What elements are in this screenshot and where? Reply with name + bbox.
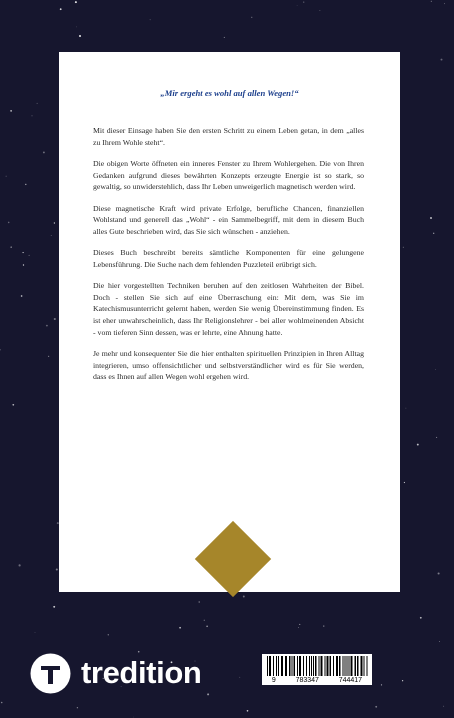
publisher-logo: [30, 650, 201, 696]
star: [443, 706, 444, 707]
star: [320, 10, 321, 11]
star: [8, 222, 10, 224]
tredition-t-icon: [30, 653, 71, 694]
star: [207, 693, 209, 695]
barcode-bar: [269, 656, 271, 676]
star: [54, 318, 56, 320]
barcode-bar: [285, 656, 287, 676]
barcode-bar: [309, 656, 310, 676]
star: [75, 1, 77, 3]
blurb-paragraph: Dieses Buch beschreibt bereits sämtliche Komponenten für eine gelungene Lebensführung. Die Suche nach dem fehlenden Puzzleteil erübrigt sich.: [93, 248, 364, 269]
star: [12, 404, 14, 406]
star: [441, 59, 443, 61]
barcode-bar: [315, 656, 317, 676]
barcode-bar: [303, 656, 304, 676]
star: [204, 620, 205, 621]
barcode-bar: [347, 656, 348, 676]
star: [323, 626, 324, 627]
barcode-bar: [325, 656, 326, 676]
star: [51, 235, 52, 236]
star: [54, 222, 55, 223]
star: [0, 349, 1, 350]
star: [53, 606, 55, 608]
barcode-bar: [333, 656, 334, 676]
star: [29, 255, 30, 256]
star: [150, 19, 151, 20]
star: [77, 707, 78, 708]
barcode-bar: [330, 656, 332, 676]
barcode-digits: [262, 677, 372, 684]
star: [25, 184, 26, 185]
barcode-digit-group: 744417: [338, 677, 363, 684]
star: [435, 369, 436, 370]
barcode-bar: [343, 656, 344, 676]
barcode-bar: [306, 656, 307, 676]
publisher-name: tredition: [81, 655, 202, 690]
star: [247, 710, 249, 712]
barcode-bar: [294, 656, 296, 676]
star: [303, 2, 304, 3]
barcode-bar: [364, 656, 365, 676]
blurb-text: [93, 125, 364, 393]
star: [433, 233, 434, 234]
barcode-bar: [367, 656, 368, 676]
barcode-bar: [278, 656, 279, 676]
blurb-paragraph: Mit dieser Einsage haben Sie den ersten Schritt zu einem Leben getan, in dem „alles zu Ihrem Wohle steht“.: [93, 126, 364, 147]
star: [21, 295, 23, 297]
star: [404, 482, 405, 483]
star: [37, 103, 38, 104]
star: [299, 624, 300, 625]
star: [1, 702, 3, 704]
star: [23, 252, 24, 253]
barcode-bar: [299, 656, 301, 676]
star: [406, 408, 407, 409]
star: [108, 634, 109, 635]
barcode-bar: [289, 656, 291, 676]
star: [46, 325, 48, 327]
back-cover-text-panel: [59, 52, 400, 592]
star: [431, 1, 432, 2]
blurb-paragraph: Die hier vorgestellten Techniken beruhen auf den zeitlosen Wahrheiten der Bibel. Doch - stellen Sie sich auf eine Überraschung ein: Mit dem, was Sie im Katechismusunterricht gelernt haben, werden Sie wenig Übereinstimmung finden. Es ist eher unwahrscheinlich, dass Ihr Religionslehrer - bei aller wohlmeinenden Absicht - vom tieferen Sinn dessen, was er lehrte, eine Ahnung hatte.: [93, 281, 364, 337]
star: [23, 264, 24, 265]
barcode-bar: [319, 656, 320, 676]
barcode-bar: [273, 656, 274, 676]
star: [179, 627, 181, 629]
barcode-bar: [321, 656, 323, 676]
star: [206, 626, 208, 628]
star: [438, 572, 440, 574]
star: [251, 17, 252, 18]
blurb-paragraph: Die obigen Worte öffneten ein inneres Fenster zu Ihrem Wohlergehen. Die von Ihren Gedanken aufgrund dieses bewährten Konzepts erzeugte Energie ist so stark, so gewaltig, so unwiderstehlich, dass Ihr Leben unweigerlich magnetisch werden wird.: [93, 158, 364, 192]
barcode-bar: [336, 656, 338, 676]
star: [76, 27, 77, 28]
star: [56, 568, 58, 570]
barcode-bar: [292, 656, 293, 676]
star: [297, 5, 298, 6]
star: [10, 110, 12, 112]
star: [439, 641, 440, 642]
star: [43, 151, 45, 153]
star: [35, 632, 36, 633]
blurb-paragraph: Diese magnetische Kraft wird private Erfolge, berufliche Chancen, finanziellen Wohlstand und generell das „Wohl“ - ein Sammelbegriff, mit dem in diesem Buch alles Gute beschrieben wird, das Sie sich wünschen - anziehen.: [93, 203, 364, 236]
star: [32, 116, 33, 117]
barcode-bars: [265, 656, 369, 676]
barcode-bar: [357, 656, 359, 676]
star: [224, 37, 225, 38]
star: [402, 680, 403, 681]
barcode-bar: [276, 656, 277, 676]
star: [436, 437, 437, 438]
star: [199, 601, 200, 602]
star: [243, 596, 245, 598]
barcode-bar: [327, 656, 329, 676]
barcode-bar: [297, 656, 298, 676]
star: [19, 564, 21, 566]
barcode-bar: [339, 656, 341, 676]
barcode-bar: [313, 656, 314, 676]
star: [6, 176, 7, 177]
star: [239, 677, 240, 678]
barcode-bar: [355, 656, 357, 676]
isbn-barcode: [262, 654, 372, 685]
barcode-bar: [345, 656, 346, 676]
blurb-paragraph: Je mehr und konsequenter Sie die hier enthalten spirituellen Prinzipien in Ihren Alltag integrieren, umso offensichtlicher und selbstverständlicher wird es für Sie werden, dass es Ihnen auf allen Wegen wohl ergehen wird.: [93, 349, 364, 382]
star: [381, 684, 382, 685]
star: [420, 617, 422, 619]
star: [60, 8, 62, 10]
star: [375, 706, 377, 708]
barcode-bar: [361, 656, 363, 676]
star: [48, 356, 49, 357]
star: [417, 444, 419, 446]
barcode-bar: [311, 656, 312, 676]
barcode-bar: [351, 656, 353, 676]
barcode-digit-group: 783347: [295, 677, 319, 684]
barcode-bar: [267, 656, 268, 676]
star: [298, 627, 299, 628]
star: [79, 35, 81, 37]
star: [403, 247, 404, 248]
star: [10, 246, 12, 248]
star: [444, 3, 445, 4]
barcode-digit-group: 9: [271, 677, 276, 684]
barcode-bar: [281, 656, 283, 676]
barcode-bar: [349, 656, 350, 676]
star: [133, 717, 134, 718]
star: [430, 217, 432, 219]
motto-heading: „Mir ergeht es wohl auf allen Wegen!“: [160, 88, 299, 98]
